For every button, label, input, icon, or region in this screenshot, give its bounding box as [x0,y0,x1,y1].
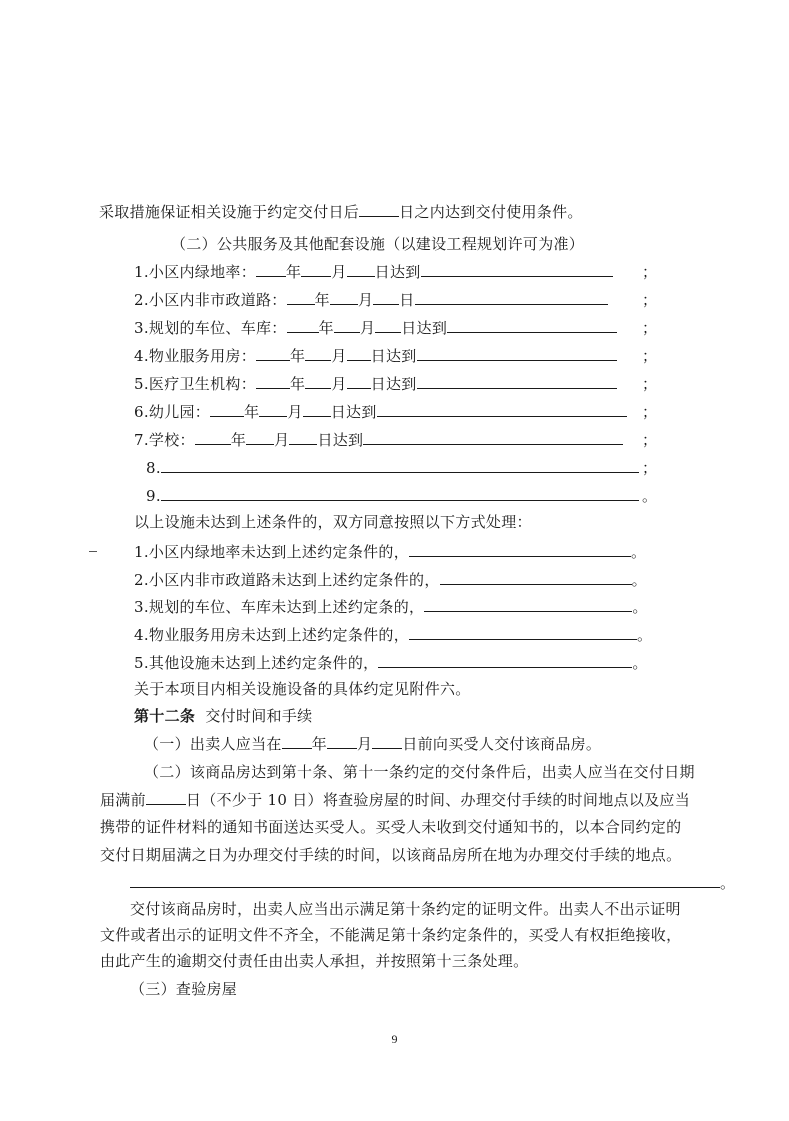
condition-line-3: 3.规划的车位、车库未达到上述约定条的， 。 [134,598,648,616]
facility-line-1: 1.小区内绿地率： 年 月 日达到 ； [134,263,658,281]
text-line: （二）该商品房达到第十条、第十一条约定的交付条件后，出卖人应当在交付日期 [144,763,695,781]
facility-line-9: 9. 。 [146,487,658,505]
scan-mark [89,551,97,552]
facility-line-3: 3.规划的车位、车库： 年 月 日达到 ； [134,319,658,337]
facility-line-5: 5.医疗卫生机构： 年 月 日达到 ； [134,375,658,393]
page-number: 9 [391,1032,398,1046]
subsection-heading: （三）查验房屋 [130,980,238,998]
text-line: 携带的证件材料的通知书面送达买受人。买受人未收到交付通知书的，以本合同约定的 [100,818,682,836]
facility-line-8: 8. ； [146,459,658,477]
text-line: 交付该商品房时，出卖人应当出示满足第十条约定的证明文件。出卖人不出示证明 [130,900,681,918]
condition-line-2: 2.小区内非市政道路未达到上述约定条件的， 。 [134,571,647,589]
text-line: 以上设施未达到上述条件的，双方同意按照以下方式处理： [134,513,532,531]
blank [359,202,399,217]
text-line: 由此产生的逾期交付责任由出卖人承担，并按照第十三条处理。 [100,952,529,970]
facility-line-6: 6.幼儿园： 年 月 日达到 ； [134,403,658,421]
article-title: 交付时间和手续 [205,707,313,725]
text-line: （一）出卖人应当在 年 月 日前向买受人交付该商品房。 [144,735,602,753]
condition-line-4: 4.物业服务用房未达到上述约定条件的， 。 [134,626,653,644]
text-line: 届满前 日（不少于 10 日）将查验房屋的时间、办理交付手续的时间地点以及应当 [100,791,691,809]
condition-line-1: 1.小区内绿地率未达到上述约定条件的， 。 [134,543,647,561]
facility-line-4: 4.物业服务用房： 年 月 日达到 ； [134,347,658,365]
facility-line-2: 2.小区内非市政道路： 年 月 日 ； [134,291,658,309]
section-heading: （二）公共服务及其他配套设施（以建设工程规划许可为准） [171,235,585,253]
condition-line-5: 5.其他设施未达到上述约定条件的， 。 [134,654,648,672]
text-line: 文件或者出示的证明文件不齐全，不能满足第十条约定条件的，买受人有权拒绝接收， [100,926,682,944]
facility-line-7: 7.学校： 年 月 日达到 ； [134,431,658,449]
text-line: 。 [0,873,789,893]
text-line: 交付日期届满之日为办理交付手续的时间，以该商品房所在地为办理交付手续的地点。 [100,846,682,864]
article-number: 第十二条 [134,707,196,725]
text-line: 采取措施保证相关设施于约定交付日后 日之内达到交付使用条件。 [99,203,583,221]
text-line: 关于本项目内相关设施设备的具体约定见附件六。 [134,680,471,698]
article-heading [0,706,789,726]
